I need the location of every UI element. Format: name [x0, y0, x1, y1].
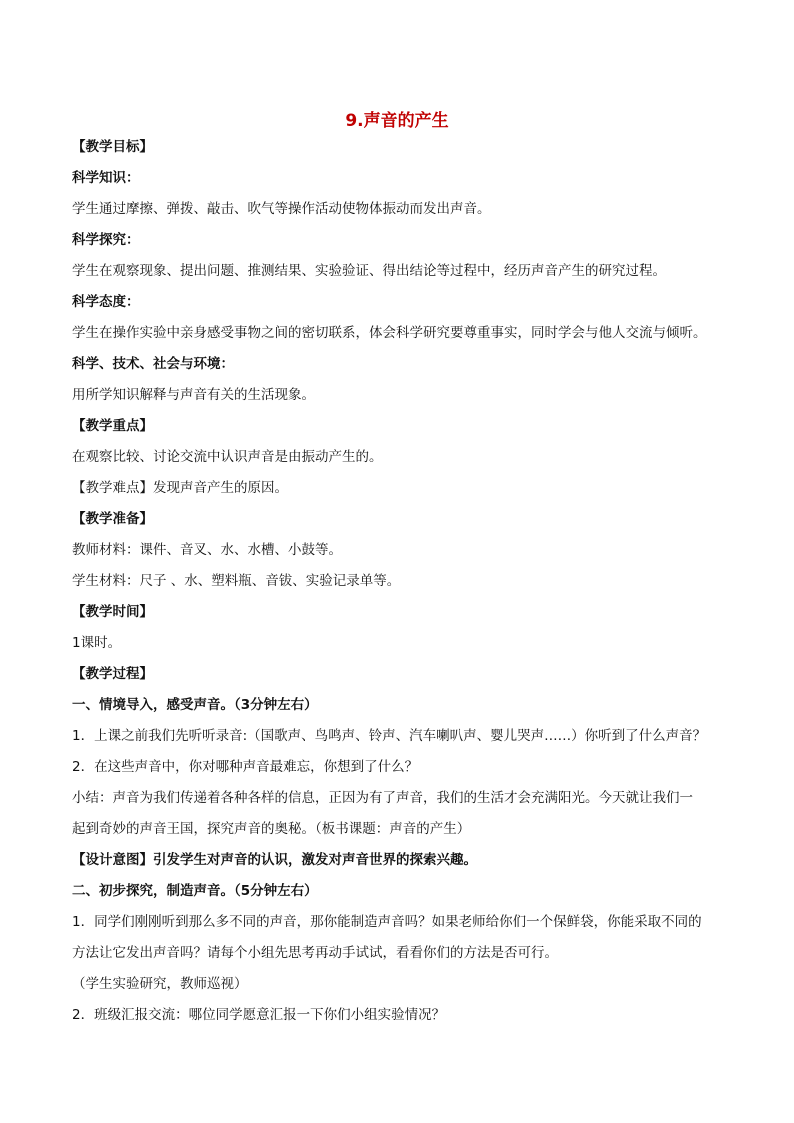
body-line: 【教学重点】 [72, 418, 153, 434]
document-title: 9.声音的产生 [345, 111, 449, 131]
body-line: 学生通过摩擦、弹拨、敲击、吹气等操作活动使物体振动而发出声音。 [72, 201, 491, 217]
body-line: 教师材料：课件、音叉、水、水槽、小鼓等。 [72, 542, 342, 558]
body-line: 科学知识： [72, 170, 140, 186]
body-line: 【设计意图】引发学生对声音的认识，激发对声音世界的探索兴趣。 [72, 852, 477, 868]
body-line: 【教学时间】 [72, 604, 153, 620]
body-line: 科学态度： [72, 294, 140, 310]
body-line: 一、情境导入，感受声音。（3分钟左右） [72, 697, 318, 713]
body-line: 二、初步探究，制造声音。（5分钟左右） [72, 883, 318, 899]
body-line: 1．同学们刚刚听到那么多不同的声音，那你能制造声音吗？如果老师给你们一个保鲜袋，你能采取不同的 [72, 914, 702, 930]
body-line: 用所学知识解释与声音有关的生活现象。 [72, 387, 315, 403]
body-line: 起到奇妙的声音王国，探究声音的奥秘。（板书课题：声音的产生） [72, 821, 471, 837]
body-line: 【教学目标】 [72, 139, 153, 155]
body-line: （学生实验研究，教师巡视） [72, 976, 248, 992]
body-line: 1．上课之前我们先听听录音:（国歌声、鸟鸣声、铃声、汽车喇叭声、婴儿哭声……）你听到了什么声音？ [72, 728, 707, 744]
body-line: 在观察比较、讨论交流中认识声音是由振动产生的。 [72, 449, 383, 465]
body-line: 【教学准备】 [72, 511, 153, 527]
body-line: 学生在观察现象、提出问题、推测结果、实验验证、得出结论等过程中，经历声音产生的研究过程。 [72, 263, 666, 279]
body-line: 2．班级汇报交流：哪位同学愿意汇报一下你们小组实验情况？ [72, 1007, 446, 1023]
body-line: 学生材料：尺子 、水、塑料瓶、音钹、实验记录单等。 [72, 573, 401, 589]
body-line: 方法让它发出声音吗？请每个小组先思考再动手试试，看看你们的方法是否可行。 [72, 945, 558, 961]
body-line: 【教学难点】发现声音产生的原因。 [72, 480, 288, 496]
body-line: 学生在操作实验中亲身感受事物之间的密切联系，体会科学研究要尊重事实，同时学会与他人交流与倾听。 [72, 325, 707, 341]
body-line: 【教学过程】 [72, 666, 153, 682]
body-line: 科学、技术、社会与环境： [72, 356, 234, 372]
body-line: 1课时。 [72, 635, 122, 651]
body-line: 科学探究： [72, 232, 140, 248]
body-line: 2．在这些声音中，你对哪种声音最难忘，你想到了什么？ [72, 759, 419, 775]
body-line: 小结：声音为我们传递着各种各样的信息，正因为有了声音，我们的生活才会充满阳光。今天就让我们一 [72, 790, 693, 806]
